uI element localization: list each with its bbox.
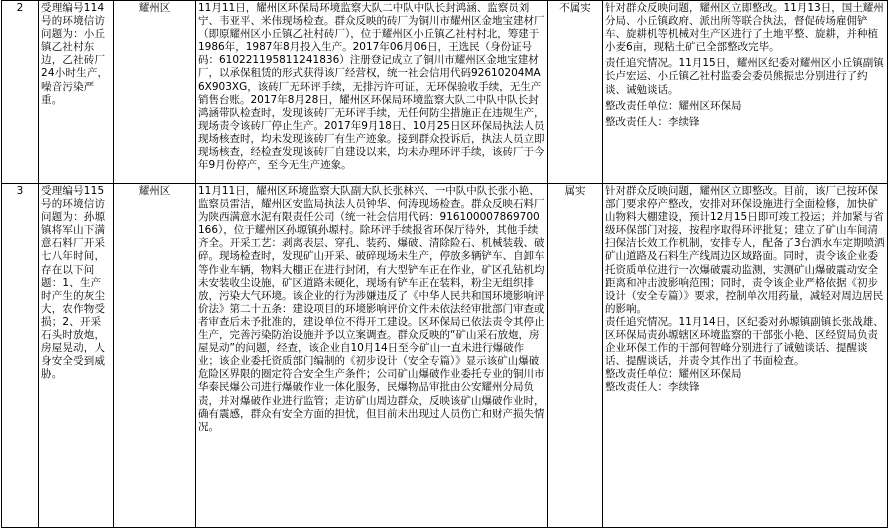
table-row [2, 184, 888, 528]
rectification-cell [603, 184, 888, 528]
responsible-unit: 整改责任单位：耀州区环保局 [605, 368, 742, 381]
row-number: 3 [2, 184, 39, 528]
verification-status: 不属实 [548, 1, 603, 184]
investigation-result: 11月11日，耀州区环境监察大队副大队长张林兴、一中队中队长张小艳、监察员雷洁，耀州区安监局执法人员钟华、何涛现场检查。群众反映石料厂为陕西满意水泥有限责任公司（统一社会信用代码：916100007869700166），位于耀州区孙塬镇孙塬村。除环评手续报省环保厅待外，其他手续齐全。开采工艺：剥离表层、穿孔、装药、爆破、清除险石、机械装载、破碎。现场检查时，发现矿山开采、破碎现场未生产，停放多辆铲车、自卸车等作业车辆，物料大棚正在进行封闭，有大型铲车正在作业，矿区孔钻机均未安装收尘设施，矿区道路未硬化，现场有铲车正在装料，粉尘无组织排放，污染大气环境。该企业的行为涉嫌违反了《中华人民共和国环境影响评价法》第二十五条：建设项目的环境影响评价文件未依法经审批部门审查或者审查后未予批准的，建设单位不得开工建设。区环保局已依法责令其停止生产，完善污染防治设施并予以立案调查。群众反映的“矿山采石放炮，房屋晃动”的问题，经查，该企业自10月14日至今矿山一直未进行爆破作业；该企业委托资质部门编制的《初步设计（安全专篇）》显示该矿山爆破危险区界限的圈定符合安全生产条件；公司矿山爆破作业委托专业的铜川市华泰民爆公司进行爆破作业一体化服务，民爆物品审批由公安耀州分局负责，并对爆破作业进行监管；走访矿山周边群众，反映该矿山爆破作业时，确有震感，群众有安全方面的担忧，但目前未出现过人员伤亡和财产损失情况。 [196, 184, 548, 528]
rectification-measures: 针对群众反映问题，耀州区立即整改。11月13日，国土耀州分局、小丘镇政府、派出所等联合执法，督促砖场雇佣铲车、旋耕机等机械对生产区进行了土地平整、旋耕，并种植小麦6亩，现粘土矿已全部整改完毕。 [605, 2, 884, 54]
district-cell: 耀州区 [114, 184, 196, 528]
row-number: 2 [2, 1, 39, 184]
responsible-person: 整改责任人：李续锋 [605, 115, 700, 128]
responsible-unit: 整改责任单位：耀州区环保局 [605, 99, 742, 112]
rectification-measures: 针对群众反映问题，耀州区立即整改。目前，该厂已按环保部门要求停产整改，安排对环保设施进行全面检修，加快矿山物料大棚建设，预计12月15日即可竣工投运；并加紧与省级环保部门对接，按程序取得环评批复；建立了矿山车间清扫保洁长效工作机制，安排专人，配备了3台洒水车定期喷洒矿山道路及石料生产线周边区域路面。同时，责令该企业委托资质单位进行一次爆破震动监测，实测矿山爆破震动安全距离和冲击波影响范围；同时，责令该企业严格依据《初步设计（安全专篇）》要求，控制单次用药量，减轻对周边居民的影响。 [605, 185, 885, 315]
district-cell: 耀州区 [114, 1, 196, 184]
accountability-text: 责任追究情况。11月14日，区纪委对孙塬镇副镇长张战雄、区环保局责孙塬辖区环境监察的干部张小艳、区经贸局负责企业环保工作的干部何智峰分别进行了诫勉谈话、提醒谈话、提醒谈话，并责令其作出了书面检查。 [605, 315, 884, 368]
inspection-table [1, 0, 888, 528]
table-row [2, 1, 888, 184]
verification-status: 属实 [548, 184, 603, 528]
petition-item: 受理编号115号的环境信访问题为：孙塬镇将军山下满意石料厂开采七八年时间，存在以下问题：1、生产时产生的灰尘大，农作物受损；2、开采石头时放炮，房屋晃动，人身安全受到威胁。 [39, 184, 114, 528]
rectification-cell [603, 1, 888, 184]
responsible-person: 整改责任人：李续锋 [605, 381, 700, 394]
petition-item: 受理编号114号的环境信访问题为：小丘镇乙社村东边，乙社砖厂24小时生产，噪音污染严重。 [39, 1, 114, 184]
accountability-text: 责任追究情况。11月15日，耀州区纪委对耀州区小丘镇副镇长卢宏运、小丘镇乙社村监委会委员熊振忠分别进行了约谈、诫勉谈话。 [605, 57, 884, 96]
investigation-result: 11月11日，耀州区环保局环境监察大队二中队中队长封鸿涵、监察员刘宁、韦亚平、米伟现场检查。群众反映的砖厂为铜川市耀州区金地宝建材厂（即原耀州区小丘镇乙社村砖厂），位于耀州区小丘镇乙社村村北，筹建于1986年，1987年8月投入生产。2017年06月06日，王选民（身份证号码：610221195811241836）注册登记成立了铜川市耀州区金地宝建材厂，以承保租赁的形式获得该厂经营权，统一社会信用代码92610204MA6X903XG，该砖厂无环评手续，无排污许可证，无环保验收手续，无生产销售台账。2017年8月28日，耀州区环保局环境监察大队二中队中队长封鸿涵带队检查时，发现该砖厂无环评手续，无任何防尘措施正在违规生产，现场责令该砖厂停止生产。2017年9月18日、10月25日区环保局执法人员现场核查时，均未发现该砖厂有生产迹象。接到群众投诉后，执法人员立即现场核查，经检查发现该砖厂自建设以来，均未办理环评手续，该砖厂于今年9月份停产，至今无生产迹象。 [196, 1, 548, 184]
